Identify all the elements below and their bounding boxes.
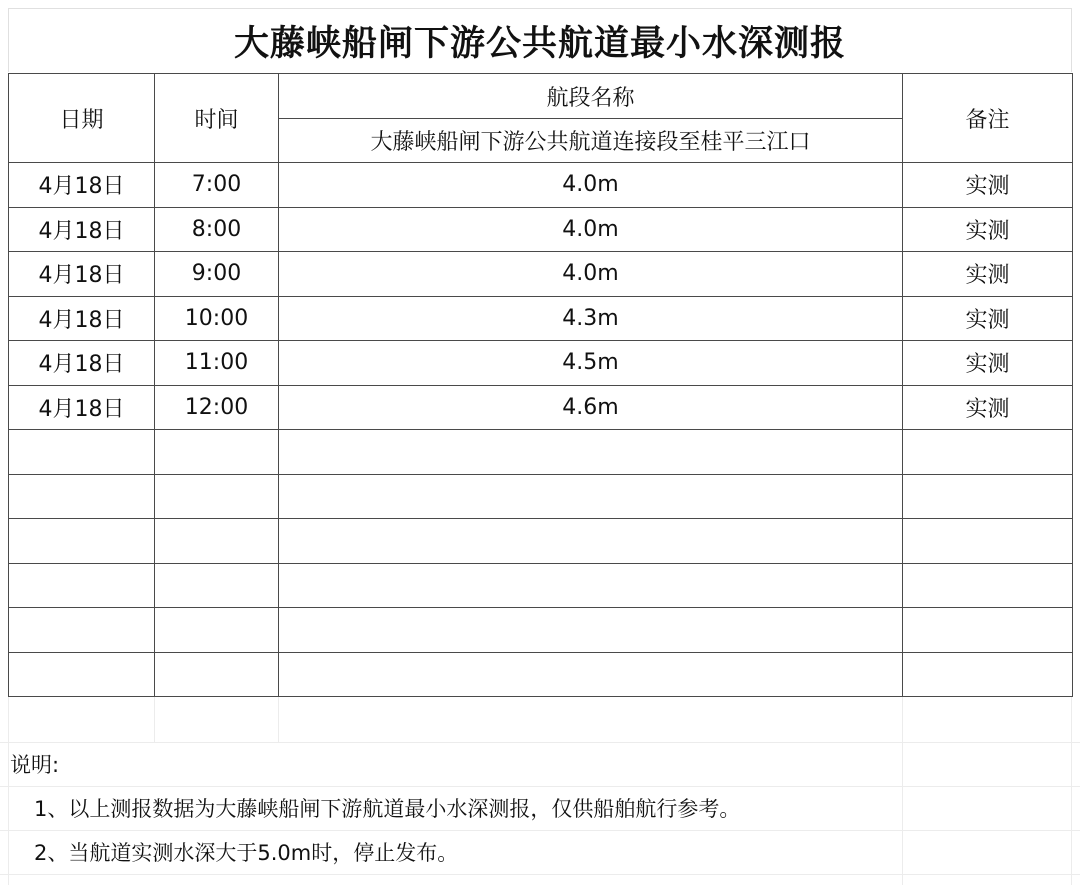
note-item: 2、当航道实测水深大于5.0m时，停止发布。: [34, 841, 459, 865]
depth-report-table: [8, 73, 1073, 697]
date-cell: 4月18日: [9, 385, 155, 430]
date-cell: [9, 474, 155, 519]
empty-table-row: [9, 608, 1073, 653]
date-cell: 4月18日: [9, 163, 155, 208]
empty-table-row: [9, 430, 1073, 475]
depth-cell: [279, 519, 903, 564]
remark-cell: [903, 652, 1073, 697]
remark-cell: [903, 608, 1073, 653]
depth-cell: [279, 430, 903, 475]
depth-cell: 4.5m: [279, 341, 903, 386]
remark-cell: [903, 430, 1073, 475]
segment-name-header: 大藤峡船闸下游公共航道连接段至桂平三江口: [279, 119, 903, 163]
time-cell: [155, 608, 279, 653]
date-cell: 4月18日: [9, 207, 155, 252]
remark-cell: 实测: [903, 252, 1073, 297]
date-cell: 4月18日: [9, 341, 155, 386]
empty-table-row: [9, 519, 1073, 564]
segment-group-header: 航段名称: [279, 74, 903, 119]
depth-cell: 4.6m: [279, 385, 903, 430]
remark-cell: 实测: [903, 385, 1073, 430]
date-cell: 4月18日: [9, 252, 155, 297]
depth-cell: [279, 608, 903, 653]
empty-table-row: [9, 563, 1073, 608]
remark-cell: [903, 519, 1073, 564]
depth-cell: [279, 652, 903, 697]
remark-cell: 实测: [903, 341, 1073, 386]
date-header: 日期: [9, 74, 155, 163]
time-cell: [155, 652, 279, 697]
time-cell: [155, 519, 279, 564]
empty-table-row: [9, 652, 1073, 697]
gridline: [154, 697, 155, 742]
depth-cell: [279, 474, 903, 519]
empty-table-row: [9, 474, 1073, 519]
time-cell: [155, 474, 279, 519]
depth-cell: 4.0m: [279, 163, 903, 208]
table-row: [9, 296, 1073, 341]
date-cell: [9, 652, 155, 697]
date-cell: [9, 519, 155, 564]
table-row: [9, 207, 1073, 252]
time-cell: 9:00: [155, 252, 279, 297]
time-cell: 7:00: [155, 163, 279, 208]
remark-cell: 实测: [903, 163, 1073, 208]
time-cell: [155, 563, 279, 608]
time-cell: 10:00: [155, 296, 279, 341]
table-row: [9, 385, 1073, 430]
date-cell: [9, 430, 155, 475]
note-item: 1、以上测报数据为大藤峡船闸下游航道最小水深测报，仅供船舶航行参考。: [34, 797, 741, 821]
notes-title: 说明:: [10, 753, 60, 777]
remark-cell: 实测: [903, 207, 1073, 252]
table-row: [9, 341, 1073, 386]
time-cell: 12:00: [155, 385, 279, 430]
time-cell: 8:00: [155, 207, 279, 252]
depth-cell: 4.3m: [279, 296, 903, 341]
depth-cell: 4.0m: [279, 252, 903, 297]
time-cell: 11:00: [155, 341, 279, 386]
depth-cell: 4.0m: [279, 207, 903, 252]
table-row: [9, 252, 1073, 297]
time-cell: [155, 430, 279, 475]
remark-cell: [903, 563, 1073, 608]
remark-cell: [903, 474, 1073, 519]
remark-header: 备注: [903, 74, 1073, 163]
table-row: [9, 163, 1073, 208]
gridline: [278, 697, 279, 742]
header-row: [9, 74, 1073, 119]
remark-cell: 实测: [903, 296, 1073, 341]
time-header: 时间: [155, 74, 279, 163]
page-title: 大藤峡船闸下游公共航道最小水深测报: [8, 8, 1072, 72]
gridline: [0, 874, 1080, 875]
date-cell: [9, 608, 155, 653]
depth-cell: [279, 563, 903, 608]
date-cell: 4月18日: [9, 296, 155, 341]
date-cell: [9, 563, 155, 608]
